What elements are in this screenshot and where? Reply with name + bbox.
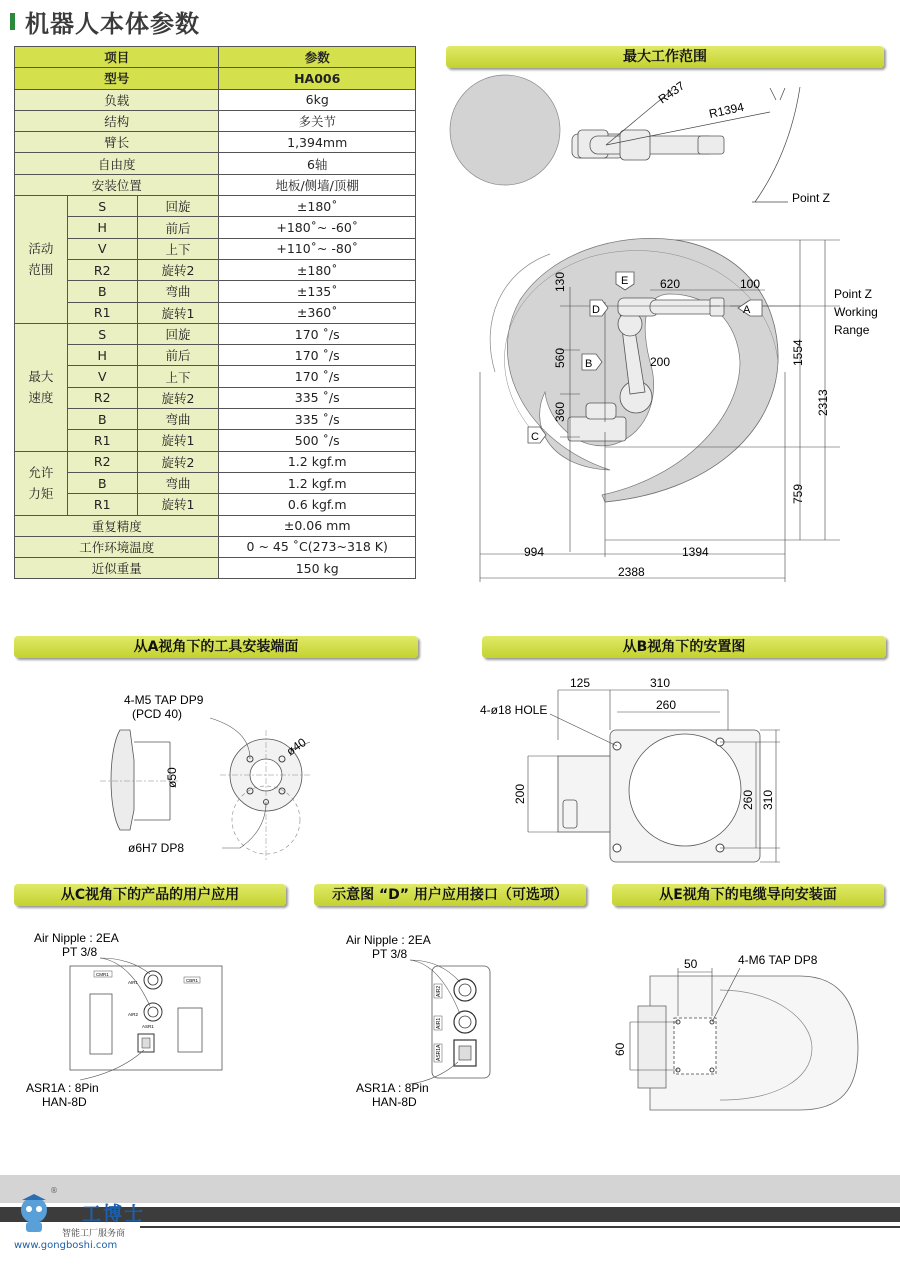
axis-value: 335 ˚/s xyxy=(219,387,416,408)
label-asr1: ASR1 xyxy=(142,1024,154,1029)
header-param: 参数 xyxy=(219,47,416,68)
axis-value: +110˚~ -80˚ xyxy=(219,238,416,259)
side-view-range-area xyxy=(507,238,778,502)
label-air-nipple-d: Air Nipple : 2EA xyxy=(346,933,431,947)
label-asr-d: ASR1A : 8Pin xyxy=(356,1081,429,1095)
axis-cell: B xyxy=(67,281,137,302)
group-allowed-torque: 允许 力矩 xyxy=(15,451,68,515)
label-han: HAN-8D xyxy=(42,1095,87,1109)
row-value: 150 kg xyxy=(219,558,416,579)
label-cmr1: CMR1 xyxy=(96,972,109,977)
top-view-range-circle xyxy=(450,75,560,185)
axis-cell: R1 xyxy=(67,302,137,323)
table-row xyxy=(15,281,416,302)
axis-value: 0.6 kgf.m xyxy=(219,494,416,515)
table-row xyxy=(15,494,416,515)
header-item: 项目 xyxy=(15,47,219,68)
footer-line xyxy=(140,1226,900,1228)
view-c-diagram xyxy=(20,922,290,1117)
label-d40: ø40 xyxy=(283,735,309,759)
section-view-e: 从E视角下的电缆导向安装面 xyxy=(612,884,884,906)
axis-name: 旋转2 xyxy=(137,387,219,408)
mount-hole xyxy=(613,844,621,852)
table-row xyxy=(15,153,416,174)
axis-name: 回旋 xyxy=(137,323,219,344)
label-d260v: 260 xyxy=(741,789,755,810)
axis-cell: H xyxy=(67,345,137,366)
table-row xyxy=(15,302,416,323)
axis-name: 旋转1 xyxy=(137,430,219,451)
axis-value: +180˚~ -60˚ xyxy=(219,217,416,238)
brand-tagline: 智能工厂服务商 xyxy=(62,1229,126,1239)
label-d620: 620 xyxy=(660,277,681,291)
label-air2-d: AIR2 xyxy=(436,985,442,997)
label-tap: 4-M5 TAP DP9 xyxy=(124,693,204,707)
label-d360: 360 xyxy=(553,401,567,422)
table-row xyxy=(15,174,416,195)
axis-value: 1.2 kgf.m xyxy=(219,451,416,472)
table-header-row xyxy=(15,47,416,68)
row-value: 多关节 xyxy=(219,110,416,131)
axis-cell: R2 xyxy=(67,259,137,280)
brand-url[interactable]: www.gongboshi.com xyxy=(14,1240,118,1251)
section-view-a: 从A视角下的工具安装端面 xyxy=(14,636,418,658)
model-value: HA006 xyxy=(219,68,416,89)
table-row xyxy=(15,558,416,579)
label-r1394: R1394 xyxy=(707,99,746,121)
label-air-nipple: Air Nipple : 2EA xyxy=(34,931,119,945)
base-outline xyxy=(558,730,760,862)
row-label: 近似重量 xyxy=(15,558,219,579)
axis-value: ±360˚ xyxy=(219,302,416,323)
label-d60-e: 60 xyxy=(613,1042,627,1056)
table-row xyxy=(15,472,416,493)
label-pt-d: PT 3/8 xyxy=(372,947,408,961)
label-d2388: 2388 xyxy=(618,565,645,579)
axis-cell: S xyxy=(67,196,137,217)
label-d100: 100 xyxy=(740,277,761,291)
axis-name: 旋转1 xyxy=(137,302,219,323)
axis-cell: B xyxy=(67,472,137,493)
page-title-text: 机器人本体参数 xyxy=(25,9,200,38)
row-label: 结构 xyxy=(15,110,219,131)
label-view-c: C xyxy=(531,431,539,443)
label-point-z-range: Point Z xyxy=(834,287,873,301)
table-row xyxy=(15,536,416,557)
label-d310v: 310 xyxy=(761,789,775,810)
section-view-d: 示意图 “D” 用户应用接口（可选项） xyxy=(314,884,586,906)
axis-cell: R2 xyxy=(67,451,137,472)
row-label: 工作环境温度 xyxy=(15,536,219,557)
label-han-d: HAN-8D xyxy=(372,1095,417,1109)
row-label: 臂长 xyxy=(15,132,219,153)
section-view-b: 从B视角下的安置图 xyxy=(482,636,886,658)
label-d1554: 1554 xyxy=(791,339,805,366)
axis-value: ±135˚ xyxy=(219,281,416,302)
row-value: 6kg xyxy=(219,89,416,110)
label-d130: 130 xyxy=(553,271,567,292)
label-working: Working xyxy=(834,305,878,319)
table-row xyxy=(15,387,416,408)
axis-cell: H xyxy=(67,217,137,238)
section-view-c: 从C视角下的产品的用户应用 xyxy=(14,884,286,906)
label-pcd: (PCD 40) xyxy=(132,707,183,721)
axis-value: 170 ˚/s xyxy=(219,366,416,387)
axis-cell: B xyxy=(67,409,137,430)
label-air1-d: AIR1 xyxy=(436,1017,442,1029)
axis-name: 弯曲 xyxy=(137,409,219,430)
mascot-logo-icon xyxy=(12,1190,56,1234)
label-d310: 310 xyxy=(650,676,671,690)
label-view-e: E xyxy=(621,275,629,287)
table-row xyxy=(15,196,416,217)
table-row xyxy=(15,89,416,110)
label-d759: 759 xyxy=(791,483,805,504)
axis-name: 弯曲 xyxy=(137,281,219,302)
axis-cell: S xyxy=(67,323,137,344)
label-d50-e: 50 xyxy=(684,957,698,971)
label-air1: AIR1 xyxy=(128,980,139,985)
label-point-z: Point Z xyxy=(792,191,831,205)
work-range-diagram xyxy=(440,72,900,592)
registered-mark: ® xyxy=(50,1186,58,1195)
label-tap-e: 4-M6 TAP DP8 xyxy=(738,953,818,967)
axis-name: 回旋 xyxy=(137,196,219,217)
view-e-diagram xyxy=(600,940,890,1120)
label-d50: ø50 xyxy=(165,767,179,788)
row-value: ±0.06 mm xyxy=(219,515,416,536)
label-r437: R437 xyxy=(655,78,688,107)
axis-value: 170 ˚/s xyxy=(219,345,416,366)
title-marker xyxy=(10,13,15,30)
row-label: 重复精度 xyxy=(15,515,219,536)
label-d2313: 2313 xyxy=(816,389,830,416)
table-row xyxy=(15,238,416,259)
label-air2: AIR2 xyxy=(128,1012,139,1017)
table-row xyxy=(15,345,416,366)
brand-logo-text: 工博士 xyxy=(82,1203,146,1225)
label-view-a: A xyxy=(743,304,751,316)
label-d994: 994 xyxy=(524,545,545,559)
label-asr1a-d: ASR1A xyxy=(436,1044,442,1061)
axis-value: 1.2 kgf.m xyxy=(219,472,416,493)
axis-value: ±180˚ xyxy=(219,196,416,217)
table-row xyxy=(15,409,416,430)
page-title xyxy=(10,4,200,38)
top-view-robot xyxy=(572,130,724,160)
model-label: 型号 xyxy=(15,68,219,89)
label-d200: 200 xyxy=(650,355,671,369)
axis-name: 弯曲 xyxy=(137,472,219,493)
label-view-d: D xyxy=(592,304,600,316)
mount-face xyxy=(674,1018,716,1074)
table-row xyxy=(15,430,416,451)
row-value: 0 ~ 45 ˚C(273~318 K) xyxy=(219,536,416,557)
label-cbr1: CBR1 xyxy=(186,978,199,983)
axis-cell: R2 xyxy=(67,387,137,408)
label-d200: 200 xyxy=(513,783,527,804)
table-row xyxy=(15,323,416,344)
axis-cell: R1 xyxy=(67,430,137,451)
row-label: 安装位置 xyxy=(15,174,219,195)
view-d-diagram xyxy=(330,922,510,1117)
label-range: Range xyxy=(834,323,870,337)
axis-name: 旋转2 xyxy=(137,259,219,280)
table-row xyxy=(15,110,416,131)
table-row xyxy=(15,451,416,472)
table-row xyxy=(15,515,416,536)
row-value: 1,394mm xyxy=(219,132,416,153)
spec-table xyxy=(14,46,416,579)
axis-name: 上下 xyxy=(137,366,219,387)
section-work-range: 最大工作范围 xyxy=(446,46,884,68)
label-h7: ø6H7 DP8 xyxy=(128,841,185,855)
label-d1394: 1394 xyxy=(682,545,709,559)
table-row xyxy=(15,217,416,238)
view-a-diagram xyxy=(90,680,350,870)
label-asr: ASR1A : 8Pin xyxy=(26,1081,99,1095)
view-b-diagram xyxy=(470,670,890,875)
label-view-b: B xyxy=(585,358,593,370)
row-value: 地板/侧墙/顶棚 xyxy=(219,174,416,195)
axis-name: 前后 xyxy=(137,345,219,366)
group-motion-range: 活动 范围 xyxy=(15,196,68,324)
label-d560: 560 xyxy=(553,347,567,368)
axis-name: 旋转2 xyxy=(137,451,219,472)
group-max-speed: 最大 速度 xyxy=(15,323,68,451)
table-row xyxy=(15,366,416,387)
axis-value: 335 ˚/s xyxy=(219,409,416,430)
axis-value: ±180˚ xyxy=(219,259,416,280)
table-row-model xyxy=(15,68,416,89)
label-d125: 125 xyxy=(570,676,591,690)
axis-value: 170 ˚/s xyxy=(219,323,416,344)
label-hole: 4-ø18 HOLE xyxy=(480,703,548,717)
row-value: 6轴 xyxy=(219,153,416,174)
label-d260: 260 xyxy=(656,698,677,712)
table-row xyxy=(15,259,416,280)
axis-name: 前后 xyxy=(137,217,219,238)
axis-name: 上下 xyxy=(137,238,219,259)
row-label: 负载 xyxy=(15,89,219,110)
axis-name: 旋转1 xyxy=(137,494,219,515)
table-row xyxy=(15,132,416,153)
label-pt: PT 3/8 xyxy=(62,945,98,959)
axis-cell: R1 xyxy=(67,494,137,515)
axis-cell: V xyxy=(67,366,137,387)
axis-cell: V xyxy=(67,238,137,259)
row-label: 自由度 xyxy=(15,153,219,174)
axis-value: 500 ˚/s xyxy=(219,430,416,451)
